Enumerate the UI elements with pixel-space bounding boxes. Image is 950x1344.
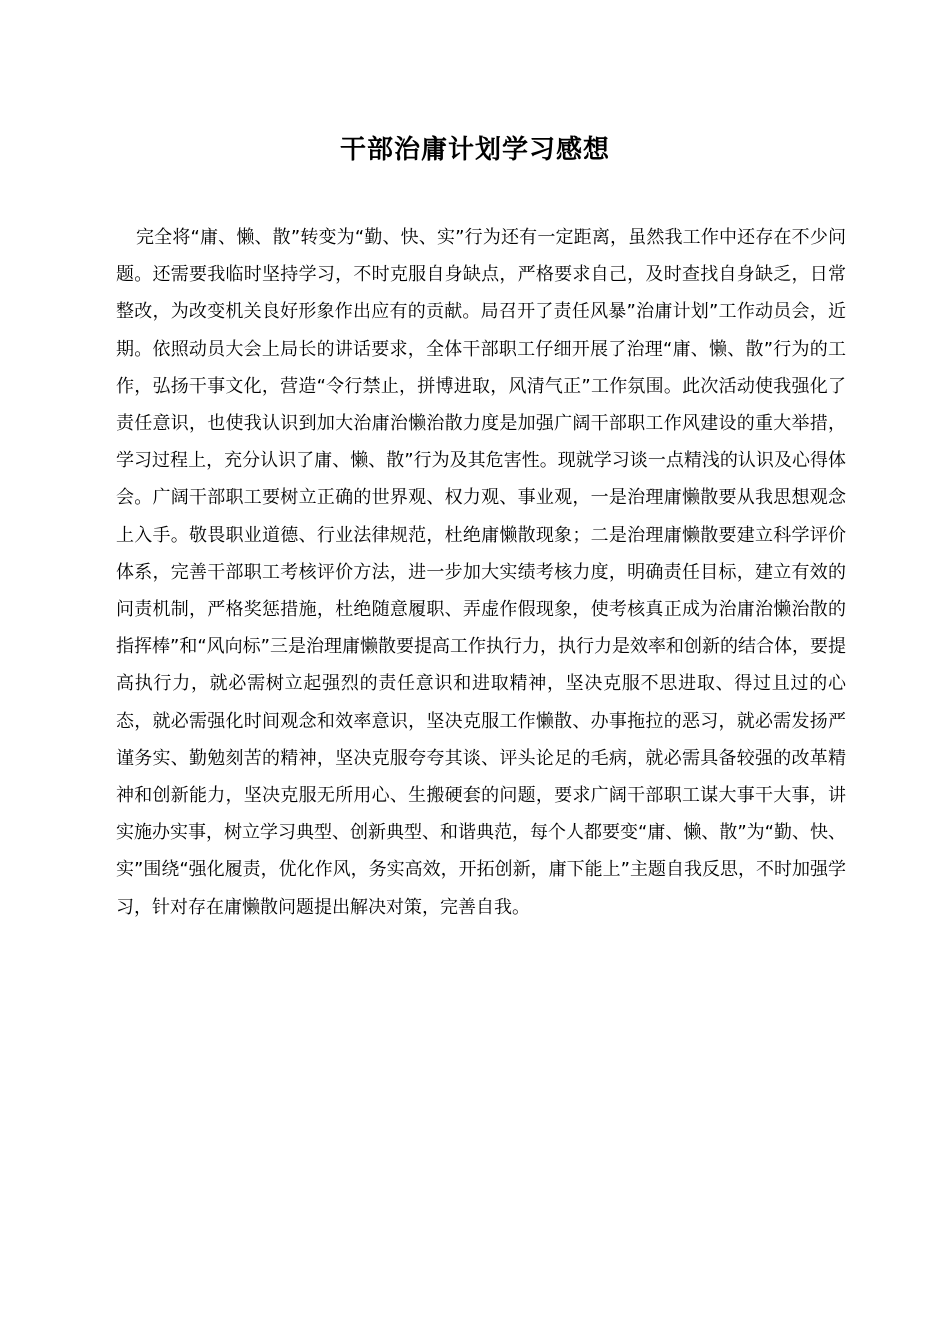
document-body-paragraph: 完全将“庸、懒、散”转变为“勤、快、实”行为还有一定距离，虽然我工作中还存在不少问题。还需要我临时坚持学习，不时克服自身缺点，严格要求自己，及时查找自身缺乏，日常整改，为改变机关良好形象作出应有的贡献。局召开了责任风暴”治庸计划”工作动员会，近期。依照动员大会上局长的讲话要求，全体干部职工仔细开展了治理“庸、懒、散”行为的工作，弘扬干事文化，营造“令行禁止，拼博进取，风清气正”工作氛围。此次活动使我强化了责任意识，也使我认识到加大治庸治懒治散力度是加强广阔干部职工作风建设的重大举措，学习过程上，充分认识了庸、懒、散”行为及其危害性。现就学习谈一点精浅的认识及心得体会。广阔干部职工要树立正确的世界观、权力观、事业观，一是治理庸懒散要从我思想观念上入手。敬畏职业道德、行业法律规范，杜绝庸懒散现象；二是治理庸懒散要建立科学评价体系，完善干部职工考核评价方法，进一步加大实绩考核力度，明确责任目标，建立有效的问责机制，严格奖惩措施，杜绝随意履职、弄虚作假现象，使考核真正成为治庸治懒治散的指挥棒”和“风向标”三是治理庸懒散要提高工作执行力，执行力是效率和创新的结合体，要提高执行力，就必需树立起强烈的责任意识和进取精神，坚决克服不思进取、得过且过的心态，就必需强化时间观念和效率意识，坚决克服工作懒散、办事拖拉的恶习，就必需发扬严谨务实、勤勉刻苦的精神，坚决克服夸夸其谈、评头论足的毛病，就必需具备较强的改革精神和创新能力，坚决克服无所用心、生搬硬套的问题，要求广阔干部职工谋大事干大事，讲实施办实事，树立学习典型、创新典型、和谐典范，每个人都要变“庸、懒、散”为“勤、快、实”围绕“强化履责，优化作风，务实高效，开拓创新，庸下能上”主题自我反思，不时加强学习，针对存在庸懒散问题提出解决对策，完善自我。 [116, 227, 846, 918]
document-title: 干部治庸计划学习感想 [339, 135, 610, 165]
